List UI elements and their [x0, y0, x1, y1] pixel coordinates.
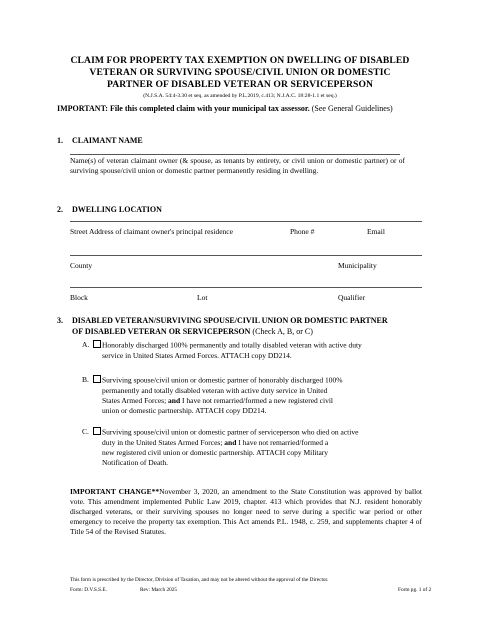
option-c-letter: C. — [82, 427, 89, 436]
option-c-line2b: I have not remarried/formed a — [238, 437, 329, 447]
important-change-heading: IMPORTANT CHANGE** — [70, 487, 160, 496]
phone-label: Phone # — [290, 227, 315, 236]
option-b-line2: permanently and totally disabled veteran with active duty service in United — [102, 385, 328, 395]
important-notice-bold: IMPORTANT: File this completed claim with your municipal tax assessor. — [57, 104, 310, 113]
title-line-3: PARTNER OF DISABLED VETERAN OR SERVICEPERSON — [106, 79, 374, 90]
section-2-number: 2. — [57, 205, 63, 214]
county-line[interactable] — [70, 255, 422, 256]
option-b-line3b: I have not remarried/formed a new registered civil — [182, 395, 333, 405]
municipality-label: Municipality — [338, 261, 377, 270]
address-line[interactable] — [70, 221, 422, 222]
option-a-checkbox[interactable] — [93, 340, 101, 348]
option-c-line1: Surviving spouse/civil union or domestic partner of serviceperson who died on active — [102, 427, 359, 437]
option-b-and: and — [168, 395, 181, 405]
footer-notice: This form is prescribed by the Director, Division of Taxation, and may not be altered without the approval of the Director. — [70, 577, 329, 583]
form-title — [40, 55, 440, 91]
section-3-heading — [72, 316, 424, 337]
section-1-number: 1. — [57, 136, 63, 145]
option-c-and: and — [224, 437, 237, 447]
footer-form-id: Form: D.V.S.S.E. — [70, 587, 107, 593]
option-b-line3a: States Armed Forces; — [102, 395, 167, 405]
title-line-2: VETERAN OR SURVIVING SPOUSE/CIVIL UNION OR DOMESTIC — [89, 67, 391, 78]
option-b-checkbox[interactable] — [93, 375, 101, 383]
block-lot-line[interactable] — [70, 287, 422, 288]
option-b-line4: union or domestic partnership. ATTACH copy DD214. — [102, 405, 267, 415]
section-3-number: 3. — [57, 316, 63, 325]
section-1-heading: CLAIMANT NAME — [72, 136, 143, 145]
important-change-paragraph — [70, 487, 422, 537]
county-label: County — [70, 261, 93, 270]
option-c-line4: Notification of Death. — [102, 457, 169, 467]
email-label: Email — [367, 227, 385, 236]
block-label: Block — [70, 293, 88, 302]
option-b-line1: Surviving spouse/civil union or domestic partner of honorably discharged 100% — [102, 375, 343, 385]
qualifier-label: Qualifier — [338, 293, 366, 302]
option-a-line1: Honorably discharged 100% permanently and totally disabled veteran with active duty — [102, 340, 362, 350]
option-c-line3: new registered civil union or domestic partnership. ATTACH copy Military — [102, 447, 329, 457]
option-a-letter: A. — [82, 340, 90, 349]
section-2-heading: DWELLING LOCATION — [72, 205, 162, 214]
footer-revision: Rev: March 2025 — [140, 587, 178, 593]
important-notice-note: (See General Guidelines) — [311, 104, 393, 113]
section-3-instruction: (Check A, B, or C) — [252, 326, 313, 336]
option-a — [92, 340, 424, 361]
option-a-line2: service in United States Armed Forces. ATTACH copy DD214. — [102, 350, 292, 360]
footer-page: Form pg. 1 of 2 — [398, 587, 432, 593]
claimant-name-caption: Name(s) of veteran claimant owner (& spouse, as tenants by entirety, or civil union or domestic partner) or of surviving spouse/civil union or domestic partner permanently residing in dwelling. — [70, 156, 405, 175]
statute-citation: (N.J.S.A. 54:4-3.30 et seq. as amended by P.L.2019, c.413; N.J.A.C. 18:28-1.1 et seq.) — [143, 93, 337, 99]
option-b — [92, 375, 424, 416]
claimant-name-line[interactable] — [70, 154, 400, 155]
option-c — [92, 427, 424, 468]
option-c-line2a: duty in the United States Armed Forces; — [102, 437, 223, 447]
street-address-label: Street Address of claimant owner's principal residence — [70, 227, 233, 236]
lot-label: Lot — [197, 293, 208, 302]
important-notice — [57, 104, 432, 115]
section-3-heading-line1: DISABLED VETERAN/SURVIVING SPOUSE/CIVIL UNION OR DOMESTIC PARTNER — [72, 316, 388, 325]
important-change-text: November 3, 2020, an amendment to the State Constitution was approved by ballot vote. This amendment implemented Public Law 2019, chapter. 413 which provides that N.J. resident honorably discharged veterans, or their surviving spouses no longer need to serve during a specific war period or other emergency to receive the property tax exemption. This Act amends P.L. 1948, c. 259, and supplements chapter 4 of Title 54 of the Revised Statutes. — [70, 487, 422, 536]
option-b-letter: B. — [82, 375, 89, 384]
option-c-checkbox[interactable] — [93, 427, 101, 435]
section-3-heading-line2: OF DISABLED VETERAN OR SERVICEPERSON — [72, 326, 251, 336]
title-line-1: CLAIM FOR PROPERTY TAX EXEMPTION ON DWELLING OF DISABLED — [70, 55, 410, 66]
